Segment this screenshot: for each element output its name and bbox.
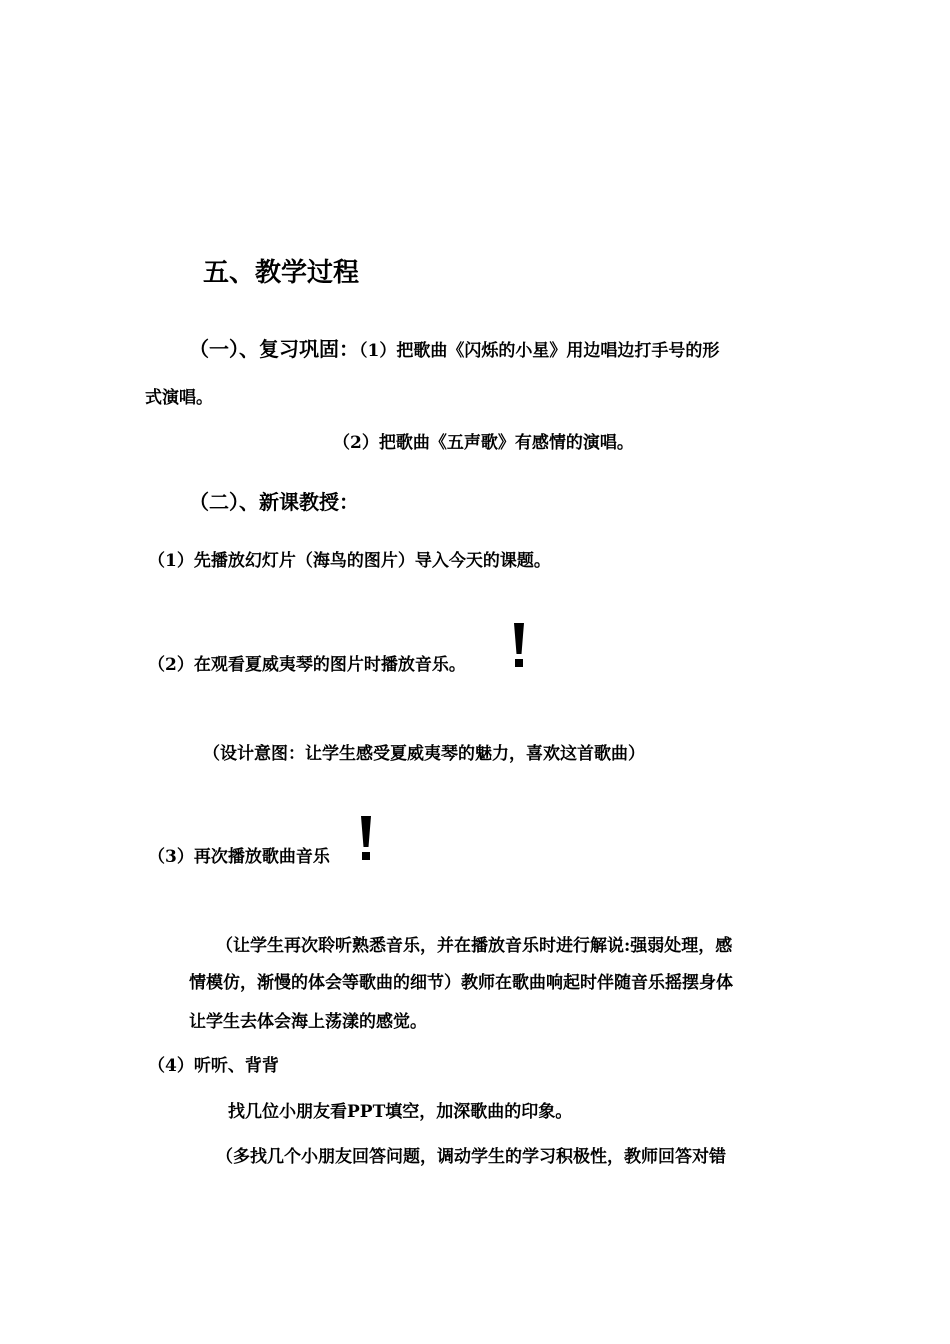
step-4: （4）听听、背背	[148, 1056, 279, 1076]
exclamation-icon	[357, 815, 375, 863]
step-3-note-line-3: 让学生去体会海上荡漾的感觉。	[189, 1012, 427, 1032]
step-3-note-line-2: 情模仿，渐慢的体会等歌曲的细节）教师在歌曲响起时伴随音乐摇摆身体	[189, 973, 733, 993]
review-line	[189, 337, 719, 363]
review-heading: （一）、复习巩固：	[189, 337, 359, 361]
step-2: （2）在观看夏威夷琴的图片时播放音乐。	[148, 655, 466, 675]
step-3-note-line-1: （让学生再次聆听熟悉音乐，并在播放音乐时进行解说:强弱处理，感	[216, 936, 733, 956]
step-4-note: （多找几个小朋友回答问题，调动学生的学习积极性，教师回答对错	[216, 1147, 726, 1167]
step-4-detail: 找几位小朋友看PPT填空，加深歌曲的印象。	[228, 1102, 573, 1122]
review-item-1-continued: 式演唱。	[145, 388, 213, 408]
exclamation-icon	[510, 622, 528, 670]
review-item-2: （2）把歌曲《五声歌》有感情的演唱。	[333, 433, 634, 453]
newlesson-heading: （二）、新课教授：	[189, 490, 359, 514]
step-3: （3）再次播放歌曲音乐	[148, 847, 330, 867]
review-item-1: （1）把歌曲《闪烁的小星》用边唱边打手号的形	[359, 341, 720, 361]
design-intent: （设计意图：让学生感受夏威夷琴的魅力，喜欢这首歌曲）	[203, 744, 645, 764]
step-1: （1）先播放幻灯片（海鸟的图片）导入今天的课题。	[148, 551, 551, 571]
section-title: 五、教学过程	[203, 258, 360, 288]
